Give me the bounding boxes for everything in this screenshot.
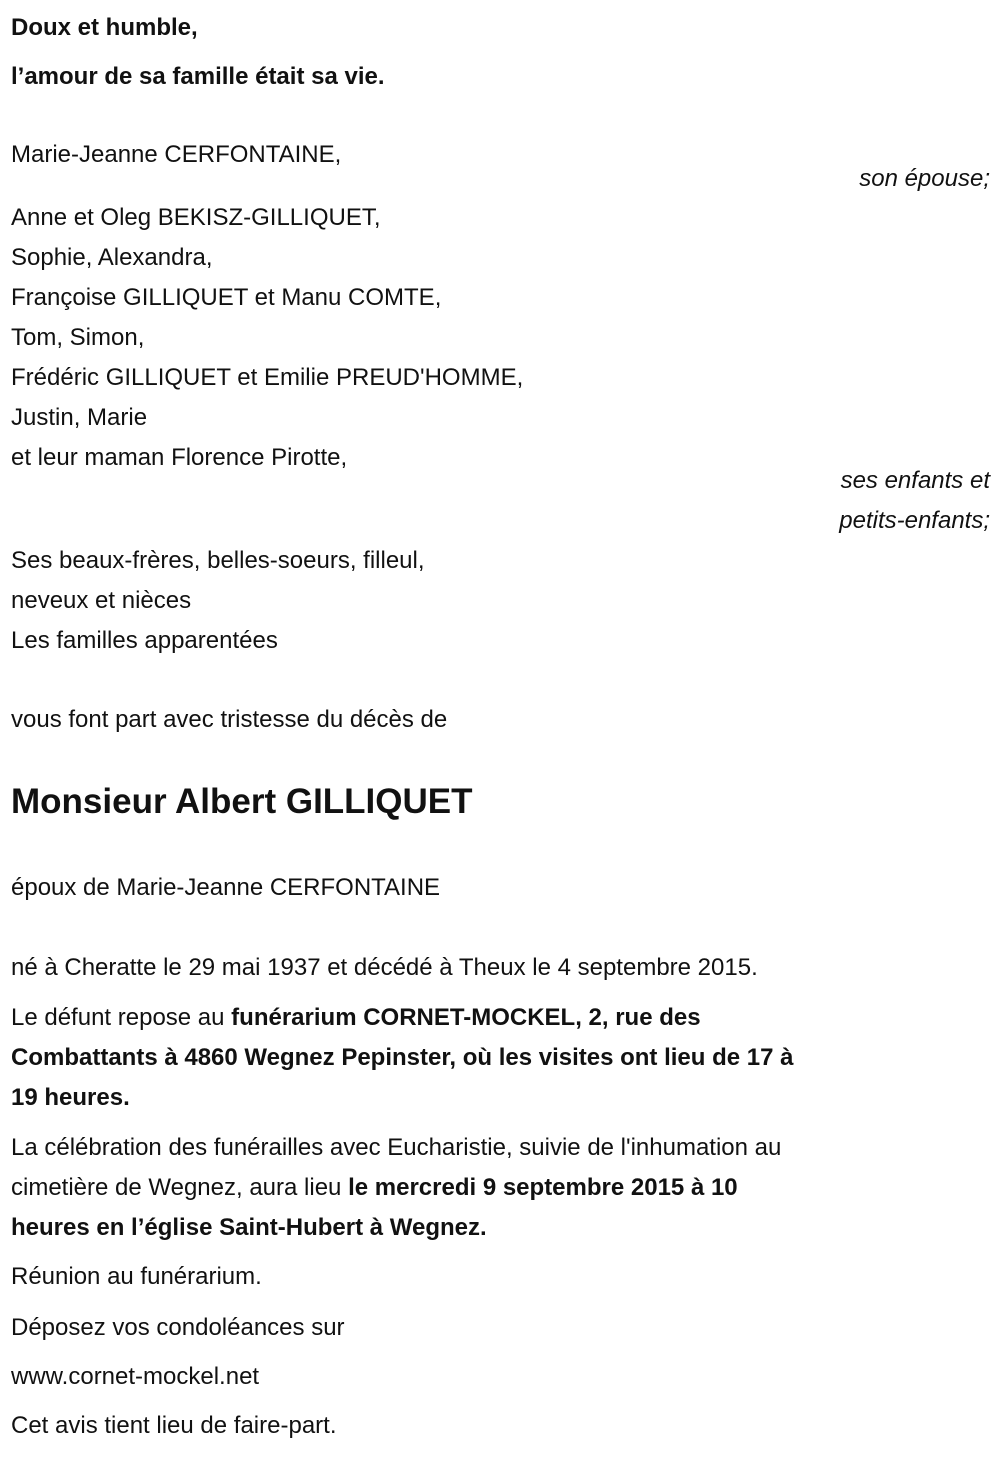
closing: Cet avis tient lieu de faire-part. <box>11 1412 337 1439</box>
child-line: Françoise GILLIQUET et Manu COMTE, <box>11 284 442 311</box>
reunion: Réunion au funérarium. <box>11 1263 262 1290</box>
repose-line: Combattants à 4860 Wegnez Pepinster, où les visites ont lieu de 17 à <box>11 1044 794 1071</box>
epitaph-line: l’amour de sa famille était sa vie. <box>11 63 385 90</box>
spouse-role: son épouse; <box>859 165 990 192</box>
deceased-name: Monsieur Albert GILLIQUET <box>11 782 473 821</box>
child-line: Justin, Marie <box>11 404 148 431</box>
relatives-line: Les familles apparentées <box>11 627 278 654</box>
funeral-line: La célébration des funérailles avec Eucharistie, suivie de l'inhumation au <box>11 1134 782 1161</box>
children-role: ses enfants et <box>840 467 990 494</box>
repose-line: Le défunt repose au funérarium CORNET-MOCKEL, 2, rue des <box>11 1004 701 1031</box>
relatives-line: Ses beaux-frères, belles-soeurs, filleul, <box>11 547 425 574</box>
announce: vous font part avec tristesse du décès de <box>11 706 448 733</box>
child-line: Frédéric GILLIQUET et Emilie PREUD'HOMME, <box>11 364 524 391</box>
spouse-name: Marie-Jeanne CERFONTAINE, <box>11 141 342 168</box>
dates: né à Cheratte le 29 mai 1937 et décédé à Theux le 4 septembre 2015. <box>11 954 758 981</box>
epitaph-line: Doux et humble, <box>11 14 198 41</box>
child-line: Sophie, Alexandra, <box>11 244 213 271</box>
website-link[interactable]: www.cornet-mockel.net <box>11 1363 260 1390</box>
relatives-line: neveux et nièces <box>11 587 192 614</box>
funeral-line: cimetière de Wegnez, aura lieu le mercredi 9 septembre 2015 à 10 <box>11 1174 738 1201</box>
condolences: Déposez vos condoléances sur <box>11 1314 345 1341</box>
spouse-of: époux de Marie-Jeanne CERFONTAINE <box>11 874 441 901</box>
children-role: petits-enfants; <box>839 507 990 534</box>
child-line: Tom, Simon, <box>11 324 145 351</box>
child-line: Anne et Oleg BEKISZ-GILLIQUET, <box>11 204 381 231</box>
child-line: et leur maman Florence Pirotte, <box>11 444 348 471</box>
repose-line: 19 heures. <box>11 1084 130 1111</box>
funeral-line: heures en l’église Saint-Hubert à Wegnez. <box>11 1214 487 1241</box>
